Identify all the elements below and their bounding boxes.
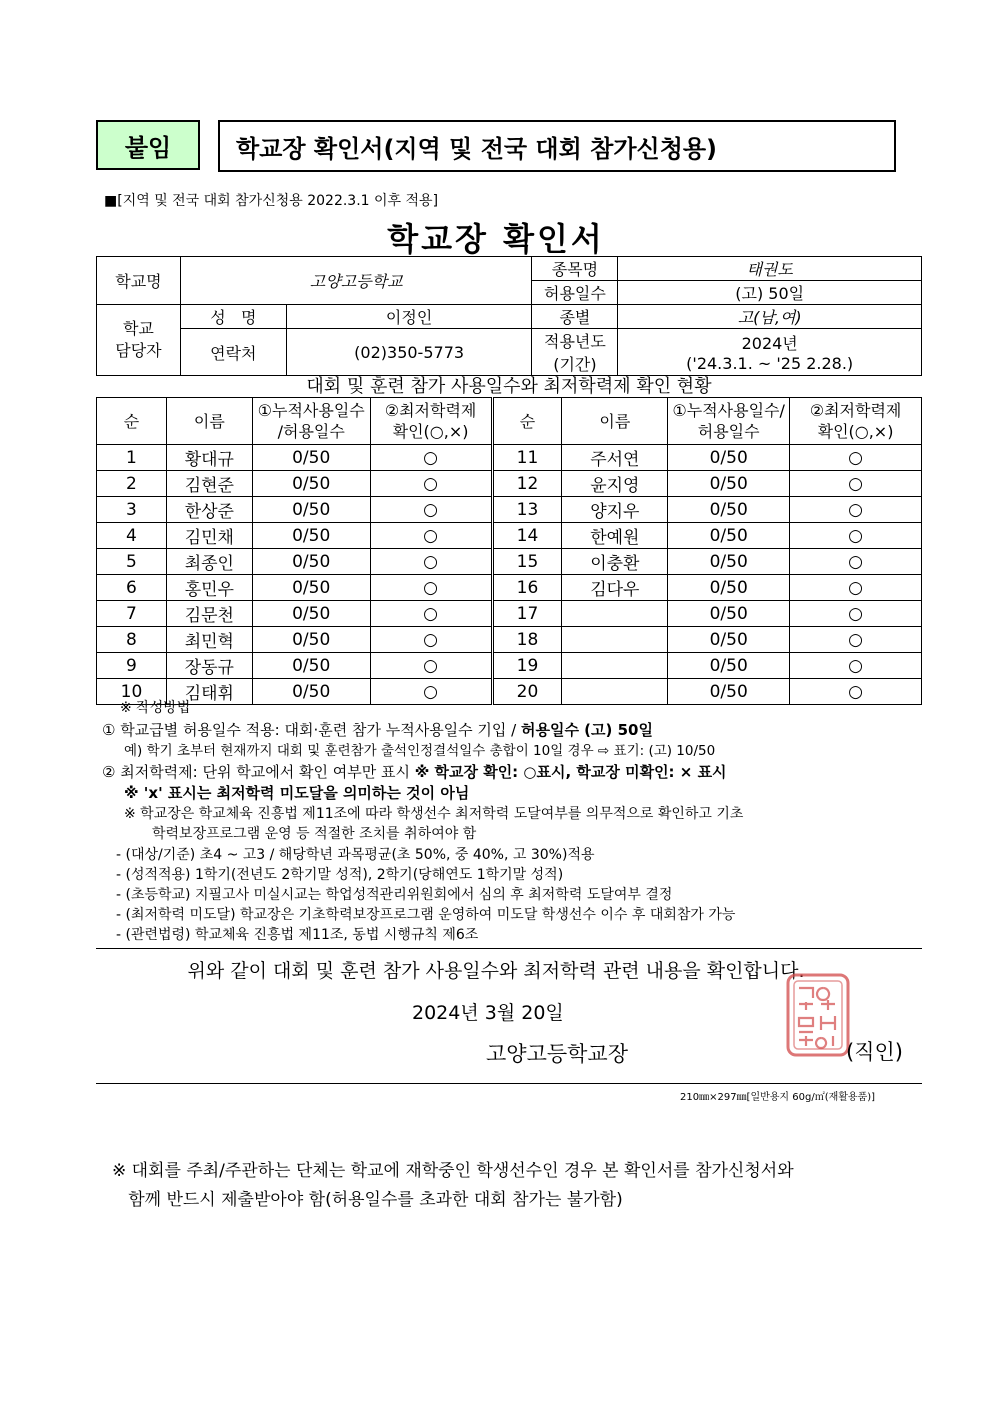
row-number: 17 [492,601,562,627]
academic-check: ○ [790,549,922,575]
year-label-cell [532,329,618,376]
header-days [252,398,370,445]
year-label: 적용년도 [544,332,606,351]
days-used: 0/50 [252,471,370,497]
athlete-name [562,601,668,627]
days-used: 0/50 [252,549,370,575]
athlete-table [96,397,922,705]
header-check-right-line1: ②최저학력제 [809,401,902,420]
row-number: 9 [97,653,167,679]
confirmation-text: 위와 같이 대회 및 훈련 참가 사용일수와 최저학력 관련 내용을 확인합니다. [187,960,805,982]
table-header-row [97,398,922,445]
footer-line-2: 함께 반드시 제출받아야 함(허용일수를 초과한 대회 참가는 불가함) [112,1190,623,1210]
academic-check: ○ [790,575,922,601]
days-used: 0/50 [252,601,370,627]
header-name: 이름 [166,398,252,445]
header-check-right [790,398,922,445]
year-value: 2024년 [741,334,798,353]
attachment-tag: 붙임 [96,120,200,170]
row-number: 18 [492,627,562,653]
header-name-right: 이름 [562,398,668,445]
paper-spec: 210㎜×297㎜[일반용지 60g/㎡(재활용품)] [680,1092,876,1103]
table-row [97,549,922,575]
row-number: 10 [97,679,167,705]
divider-bottom [96,1083,922,1084]
school-value: 고양고등학교 [180,257,532,305]
table-row [97,575,922,601]
dash-item-2: - (성적적용) 1학기(전년도 2학기말 성적), 2학기(당해연도 1학기말 성적) [116,867,564,883]
days-used: 0/50 [668,523,790,549]
document-title: 학교장 확인서 [387,220,605,258]
row-number: 5 [97,549,167,575]
row-number: 16 [492,575,562,601]
row-number: 6 [97,575,167,601]
row-number: 7 [97,601,167,627]
official-seal-stamp [785,972,851,1058]
academic-check: ○ [790,523,922,549]
days-used: 0/50 [252,445,370,471]
dash-item-4: - (최저학력 미도달) 학교장은 기초학력보장프로그램 운영하여 미도달 학생선수 이수 후 대회참가 가능 [116,907,736,923]
athlete-name: 한예원 [562,523,668,549]
header-title: 학교장 확인서(지역 및 전국 대회 참가신청용) [218,120,896,172]
academic-check: ○ [790,445,922,471]
academic-check: ○ [370,575,492,601]
footer-line-1: ※ 대회를 주최/주관하는 단체는 학교에 재학중인 학생선수인 경우 본 확인서를 참가신청서와 [112,1161,794,1181]
instruction-item-2 [102,762,727,782]
row-number: 14 [492,523,562,549]
academic-check: ○ [790,679,922,705]
school-label: 학교명 [97,257,181,305]
days-used: 0/50 [252,523,370,549]
instruction-item-2-bold: ※ 학교장 확인: ○표시, 학교장 미확인: × 표시 [414,763,727,781]
row-number: 1 [97,445,167,471]
athlete-name [562,653,668,679]
note-principal-line2: 학력보장프로그램 운영 등 적절한 조치를 취하여야 함 [152,826,477,842]
note-x-mark: ※ 'x' 표시는 최저학력 미도달을 의미하는 것이 아님 [124,784,470,802]
academic-check: ○ [790,497,922,523]
academic-check: ○ [370,601,492,627]
days-used: 0/50 [668,679,790,705]
table-row [97,497,922,523]
signature-date: 2024년 3월 20일 [412,1002,564,1024]
header-days-right-line1: ①누적사용일수/ [672,401,785,420]
athlete-name: 양지우 [562,497,668,523]
academic-check: ○ [370,523,492,549]
status-title: 대회 및 훈련 참가 사용일수와 최저학력제 확인 현황 [306,376,712,397]
athlete-name [562,679,668,705]
academic-check: ○ [790,471,922,497]
days-used: 0/50 [668,653,790,679]
table-row [97,601,922,627]
days-used: 0/50 [668,445,790,471]
dash-item-5: - (관련법령) 학교체육 진흥법 제11조, 동법 시행규칙 제6조 [116,927,479,943]
athlete-name: 윤지영 [562,471,668,497]
academic-check: ○ [370,549,492,575]
instruction-item-2-text: ② 최저학력제: 단위 학교에서 확인 여부만 표시 [102,763,415,781]
athlete-name: 이충환 [562,549,668,575]
athlete-name: 최종인 [166,549,252,575]
gender-label: 종별 [532,305,618,329]
table-row [97,445,922,471]
row-number: 8 [97,627,167,653]
header-check-line1: ②최저학력제 [384,401,477,420]
athlete-name: 김문천 [166,601,252,627]
days-used: 0/50 [668,471,790,497]
row-number: 12 [492,471,562,497]
academic-check: ○ [370,445,492,471]
athlete-name: 홍민우 [166,575,252,601]
table-row [97,523,922,549]
row-number: 11 [492,445,562,471]
athlete-name [562,627,668,653]
academic-check: ○ [790,653,922,679]
dash-item-3: - (초등학교) 지필고사 미실시교는 학업성적관리위원회에서 심의 후 최저학력 도달여부 결정 [116,887,673,903]
row-number: 20 [492,679,562,705]
athlete-name: 김민채 [166,523,252,549]
year-sub-label: (기간) [553,355,597,374]
sport-value: 태권도 [618,257,922,281]
gender-value: 고(남,여) [618,305,922,329]
header-days-right-line2: 허용일수 [697,422,760,441]
row-number: 2 [97,471,167,497]
academic-check: ○ [370,627,492,653]
header-no: 순 [97,398,167,445]
header-check-right-line2: 확인(○,×) [817,422,894,441]
athlete-name: 장동규 [166,653,252,679]
sport-label: 종목명 [532,257,618,281]
days-used: 0/50 [668,497,790,523]
allowed-value: (고) 50일 [618,281,922,305]
year-value-cell [618,329,922,376]
table-row [97,679,922,705]
instructions-heading: ※ 작성방법 [120,700,191,716]
athlete-name: 주서연 [562,445,668,471]
table-row [97,653,922,679]
row-number: 15 [492,549,562,575]
row-number: 4 [97,523,167,549]
instruction-item-1-bold: 허용일수 (고) 50일 [521,721,653,739]
athlete-name: 황대규 [166,445,252,471]
year-period: ('24.3.1. ~ '25 2.28.) [686,354,854,373]
header-days-line1: ①누적사용일수 [257,401,365,420]
days-used: 0/50 [252,679,370,705]
principal-name: 고양고등학교장 [486,1042,629,1066]
instruction-item-1-text: ① 학교급별 허용일수 적용: 대회·훈련 참가 누적사용일수 기입 / [102,721,521,739]
days-used: 0/50 [252,627,370,653]
row-number: 19 [492,653,562,679]
applied-note: ■[지역 및 전국 대회 참가신청용 2022.3.1 이후 적용] [104,193,439,209]
name-label: 성 명 [180,305,286,329]
athlete-name: 김현준 [166,471,252,497]
athlete-name: 한상준 [166,497,252,523]
athlete-name: 김태휘 [166,679,252,705]
row-number: 13 [492,497,562,523]
instruction-example: 예) 학기 초부터 현재까지 대회 및 훈련참가 출석인정결석일수 총합이 10일 경우 ⇨ 표기: (고) 10/50 [124,743,716,759]
note-principal-line1: ※ 학교장은 학교체육 진흥법 제11조에 따라 학생선수 최저학력 도달여부를 의무적으로 확인하고 기초 [124,806,744,822]
athlete-name: 김다우 [562,575,668,601]
footer-note [112,1157,794,1215]
table-row [97,627,922,653]
header-check [370,398,492,445]
days-used: 0/50 [668,627,790,653]
dash-item-1: - (대상/기준) 초4 ~ 고3 / 해당학년 과목평균(초 50%, 중 40%, 고 30%)적용 [116,847,595,863]
days-used: 0/50 [252,575,370,601]
academic-check: ○ [370,653,492,679]
manager-label: 학교 담당자 [97,305,181,376]
header-no-right: 순 [492,398,562,445]
academic-check: ○ [370,471,492,497]
days-used: 0/50 [668,601,790,627]
row-number: 3 [97,497,167,523]
seal-label: (직인) [846,1040,903,1064]
divider-top [96,948,922,949]
days-used: 0/50 [668,549,790,575]
academic-check: ○ [370,497,492,523]
header-check-line2: 확인(○,×) [392,422,469,441]
days-used: 0/50 [252,497,370,523]
instruction-item-1 [102,720,653,740]
contact-value: (02)350-5773 [286,329,532,376]
header-days-line2: /허용일수 [277,422,345,441]
days-used: 0/50 [252,653,370,679]
academic-check: ○ [790,627,922,653]
table-row [97,471,922,497]
name-value: 이정인 [286,305,532,329]
allowed-label: 허용일수 [532,281,618,305]
academic-check: ○ [370,679,492,705]
info-table [96,256,922,376]
athlete-name: 최민혁 [166,627,252,653]
days-used: 0/50 [668,575,790,601]
academic-check: ○ [790,601,922,627]
contact-label: 연락처 [180,329,286,376]
header-days-right [668,398,790,445]
